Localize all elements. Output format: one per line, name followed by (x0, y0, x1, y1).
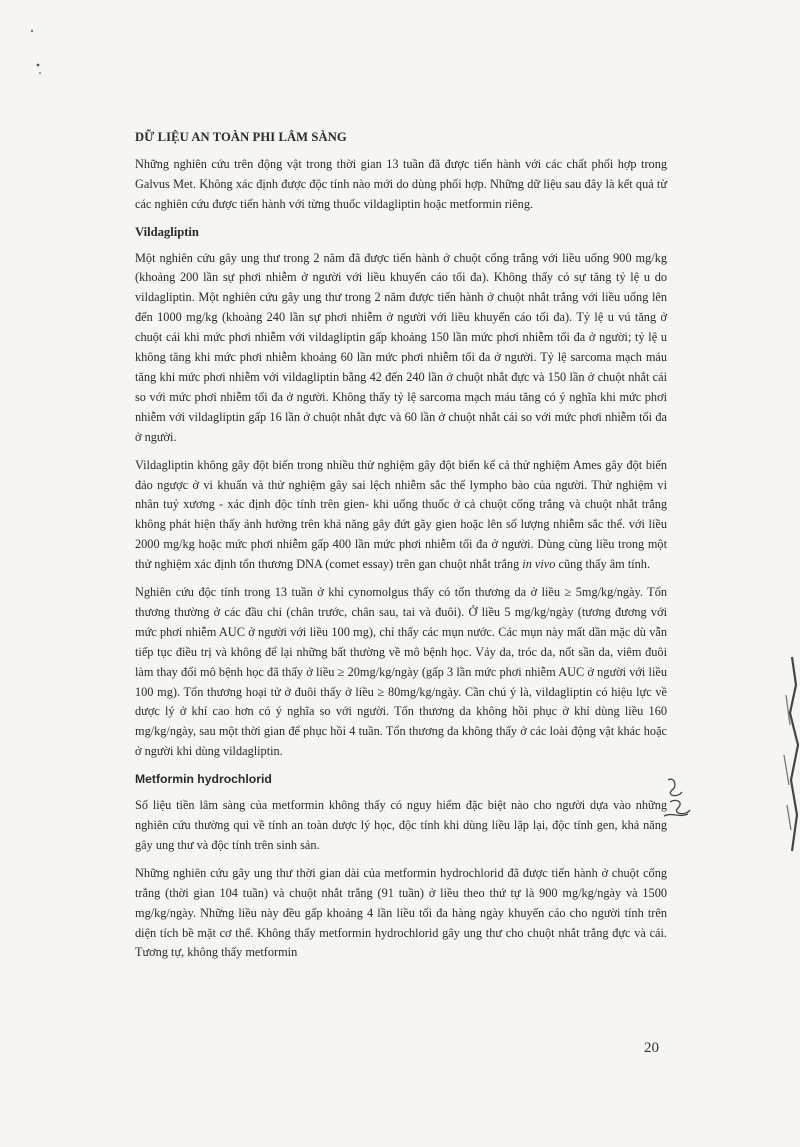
edge-shadow-right (772, 655, 800, 855)
scan-speck-top-left (28, 25, 48, 80)
vildagliptin-paragraph-2-text-b: cũng thấy âm tính. (555, 557, 651, 572)
vildagliptin-paragraph-3: Nghiên cứu độc tính trong 13 tuần ở khỉ cynomolgus thấy có tổn thương da ở liều ≥ 5mg/kg/ngày. Tổn thương thường ở các đầu chi (chân trước, chân sau, tai và đuôi). Ở liều 5 mg/kg/ngày (tương đương với mức phơi nhiễm AUC ở người với liều 100 mg), chỉ thấy các mụn nước. Các mụn này mất dần mặc dù vẫn tiếp tục điều trị và không để lại những bất thường về mô bệnh học. Vảy da, tróc da, nốt sần da, viêm đuôi làm thay đổi mô bệnh học đã thấy ở liều ≥ 20mg/kg/ngày (gấp 3 lần mức phơi nhiễm AUC ở người với liều 100 mg). Tổn thương hoại tử ở đuôi thấy ở liều ≥ 80mg/kg/ngày. Cần chú ý là, vildagliptin có hiệu lực về dược lý ở khỉ cao hơn có ý nghĩa so với người. Tổn thương da không hồi phục ở khỉ dùng liều 160 mg/kg/ngày, sau một thời gian để phục hồi 4 tuần. Tổn thương da không thấy ở các loài động vật khác hoặc ở người khi dùng vildagliptin. (135, 585, 667, 759)
intro-paragraph: Những nghiên cứu trên động vật trong thời gian 13 tuần đã được tiến hành với các chất phối hợp trong Galvus Met. Không xác định được độc tính nào mới do dùng phối hợp. Những dữ liệu sau đây là kết quả từ các nghiên cứu được tiến hành với từng thuốc vildagliptin hoặc metformin riêng. (135, 156, 667, 211)
vildagliptin-heading: Vildagliptin (135, 224, 199, 239)
metformin-paragraph-1: Số liệu tiền lâm sàng của metformin không thấy có nguy hiểm đặc biệt nào cho người dựa vào những nghiên cứu thường qui về tính an toàn dược lý học, độc tính khi dùng liều lặp lại, độc tính gen, khả năng gây ung thư và độc tính trên sinh sản. (135, 798, 667, 852)
in-vivo-italic: in vivo (522, 557, 556, 572)
page-number: 20 (644, 1040, 659, 1056)
metformin-heading: Metformin hydrochlorid (135, 772, 272, 787)
section-title: DỮ LIỆU AN TOÀN PHI LÂM SÀNG (135, 130, 347, 144)
vildagliptin-paragraph-2-text-a: Vildagliptin không gây đột biến trong nhiều thử nghiệm gây đột biến kể cả thử nghiệm Ames gây đột biến đảo ngược ở vi khuẩn và thử nghiệm gây sai lệch nhiễm sắc thể lympho bào của người. Thử nghiệm vi nhân tuỷ xương - xác định độc tính trên gien- khi uống thuốc ở cả chuột cống trắng và chuột nhắt trắng không phát hiện thấy ảnh hưởng trên khả năng gây đứt gãy gien hoặc lên số lượng nhiễm sắc thể. với liều 2000 mg/kg hoặc mức phơi nhiễm gấp 400 lần mức phơi nhiễm tối đa ở người. Dùng cùng liều trong một thử nghiệm xác định tổn thương DNA (comet essay) trên gan chuột nhắt trắng (135, 457, 667, 572)
metformin-paragraph-2: Những nghiên cứu gây ung thư thời gian dài của metformin hydrochlorid đã được tiến hành ở chuột cống trắng (thời gian 104 tuần) và chuột nhắt trắng (91 tuần) ở liều theo thứ tự là 900 mg/kg/ngày và 1500 mg/kg/ngày. Những liều này đều gấp khoảng 4 lần liều tối đa hàng ngày khuyến cáo cho người tính trên diện tích bề mặt cơ thể. Không thấy metformin hydrochlorid gây ung thư cho chuột nhắt trắng đực và cái. Tương tự, không thấy metformin (135, 865, 667, 960)
vildagliptin-paragraph-2 (135, 456, 667, 575)
document-page (135, 128, 667, 971)
vildagliptin-paragraph-1: Một nghiên cứu gây ung thư trong 2 năm đã được tiến hành ở chuột cống trắng với liều uống 900 mg/kg (khoảng 200 lần sự phơi nhiễm ở người với liều khuyến cáo tối đa). Không thấy có sự tăng tỷ lệ u do vildagliptin. Một nghiên cứu gây ung thư trong 2 năm được tiến hành ở chuột nhắt trắng với liều uống lên đến 1000 mg/kg (khoảng 240 lần sự phơi nhiễm ở người với liều khuyến cáo tối đa). Tỷ lệ u vú tăng ở chuột cái khi mức phơi nhiễm với vildagliptin gấp khoảng 150 lần mức phơi nhiễm tối đa ở người; tỷ lệ u không tăng khi mức phơi nhiễm khoảng 60 lần mức phơi nhiễm tối đa ở người. Tỷ lệ sarcoma mạch máu tăng khi mức phơi nhiễm với vildagliptin bằng 42 đến 240 lần ở chuột nhắt đực và 150 lần ở chuột nhắt cái so với mức phơi nhiễm tối đa ở người. Không thấy tỷ lệ sarcoma mạch máu tăng có ý nghĩa khi mức phơi nhiễm với vildagliptin gấp 16 lần ở chuột nhắt đực và 60 lần ở chuột nhắt cái so với mức phơi nhiễm tối đa ở người. (135, 250, 667, 444)
